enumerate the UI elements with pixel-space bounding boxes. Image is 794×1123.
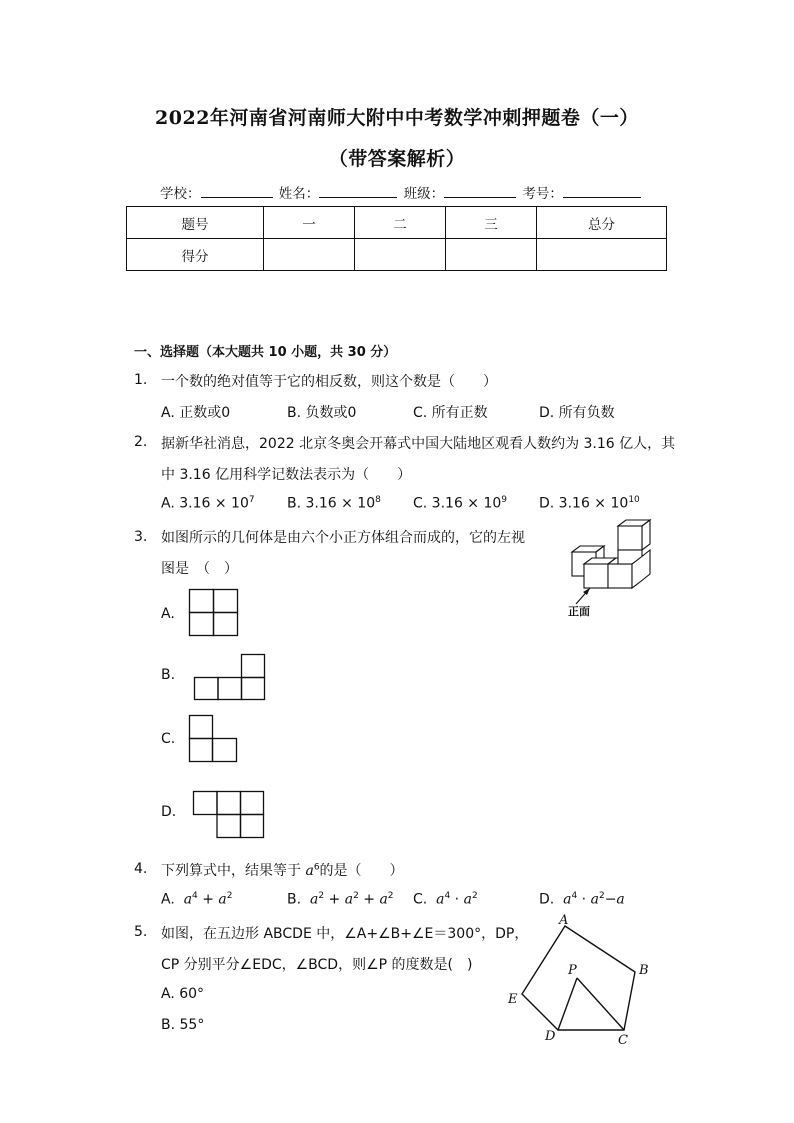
question-text: 一个数的绝对值等于它的相反数，则这个数是（ ） <box>161 374 497 390</box>
question-text: 据新华社消息，2022 北京冬奥会开幕式中国大陆地区观看人数约为 3.16 亿人，其 <box>161 436 676 452</box>
option-b[interactable]: B. 负数或0 <box>287 405 357 421</box>
score-cell[interactable] <box>264 239 355 271</box>
option-c[interactable]: C. $a^4 \cdot a^2$ <box>413 891 478 908</box>
option-b[interactable]: B. 55° <box>161 1017 205 1033</box>
score-cell[interactable] <box>446 239 537 271</box>
school-label: 学校： <box>160 186 201 202</box>
score-header-cell: 二 <box>355 207 446 239</box>
option-a[interactable]: A. $a^4 + a^2$ <box>161 891 233 908</box>
cube-face <box>608 564 632 588</box>
page-title: 2022年河南省河南师大附中中考数学冲刺押题卷（一） <box>155 107 639 129</box>
option-a[interactable]: A. 正数或0 <box>161 405 231 421</box>
student-info-line <box>160 182 643 202</box>
exam-no-field[interactable] <box>563 184 641 198</box>
school-field[interactable] <box>201 184 273 198</box>
question-text: 如图所示的几何体是由六个小正方体组合而成的，它的左视 <box>161 530 525 546</box>
option-c[interactable]: C. $3.16 \times 10^9$ <box>413 495 508 512</box>
question-text: CP 分别平分∠EDC，∠BCD，则∠P 的度数是( ) <box>161 957 473 973</box>
question-text: 下列算式中，结果等于 $a^6$的是（ ） <box>161 862 404 879</box>
option-a-figure <box>189 589 239 637</box>
option-a[interactable]: A. 60° <box>161 986 205 1002</box>
point-label: A <box>559 913 569 928</box>
name-label: 姓名： <box>278 186 320 202</box>
score-table-header-row <box>127 207 667 239</box>
score-header-cell: 总分 <box>537 207 667 239</box>
score-table <box>126 206 667 271</box>
option-d[interactable]: D. <box>161 804 177 820</box>
point-label: E <box>508 992 518 1007</box>
class-field[interactable] <box>444 184 516 198</box>
score-header-cell: 一 <box>264 207 355 239</box>
option-b[interactable]: B. $a^2 + a^2 + a^2$ <box>287 891 394 908</box>
option-d-figure <box>193 791 265 839</box>
option-b[interactable]: B. $3.16 \times 10^8$ <box>287 495 381 512</box>
option-d[interactable]: D. $3.16 \times 10^{10}$ <box>539 495 640 512</box>
score-cell[interactable] <box>355 239 446 271</box>
cube-face <box>618 526 642 550</box>
cube-face <box>642 520 650 550</box>
score-row-label: 得分 <box>127 239 264 271</box>
question-text: 中 3.16 亿用科学记数法表示为（ ） <box>161 467 412 483</box>
bisector-cp <box>577 978 624 1030</box>
pentagon-outline <box>522 926 635 1030</box>
option-a[interactable]: A. $3.16 \times 10^7$ <box>161 495 255 512</box>
score-header-cell: 题号 <box>127 207 264 239</box>
bisector-dp <box>558 978 577 1030</box>
option-a[interactable]: A. <box>161 606 175 622</box>
score-table-row <box>127 239 667 271</box>
point-label: B <box>639 963 649 978</box>
score-cell[interactable] <box>537 239 667 271</box>
score-header-cell: 三 <box>446 207 537 239</box>
question-number: 3. <box>134 529 148 545</box>
option-d[interactable]: D. $a^4 \cdot a^2-a$ <box>539 891 625 908</box>
pentagon-figure <box>500 912 660 1052</box>
option-b-figure <box>194 654 266 702</box>
exam-no-label: 考号： <box>522 186 563 202</box>
option-c-figure <box>189 715 239 763</box>
section-heading: 一、选择题（本大题共 10 小题，共 30 分） <box>134 345 397 360</box>
question-text: 如图，在五边形 ABCDE 中，∠A+∠B+∠E＝300°，DP， <box>161 926 529 942</box>
class-label: 班级： <box>403 186 445 202</box>
option-c[interactable]: C. 所有正数 <box>413 405 488 421</box>
figure-caption: 正面 <box>568 605 590 618</box>
option-d[interactable]: D. 所有负数 <box>539 405 615 421</box>
point-label: C <box>618 1033 628 1048</box>
question-number: 4. <box>134 861 148 877</box>
name-field[interactable] <box>319 184 397 198</box>
question-number: 5. <box>134 924 148 940</box>
page-subtitle: （带答案解析） <box>328 148 466 170</box>
question-text: 图是 （ ） <box>161 561 238 577</box>
question-number: 2. <box>134 434 148 450</box>
option-c[interactable]: C. <box>161 731 176 747</box>
question-number: 1. <box>134 372 148 388</box>
option-b[interactable]: B. <box>161 667 176 683</box>
point-label: P <box>568 963 577 978</box>
cube-face <box>584 564 608 588</box>
point-label: D <box>545 1029 556 1044</box>
arrow-head-icon <box>583 588 590 595</box>
